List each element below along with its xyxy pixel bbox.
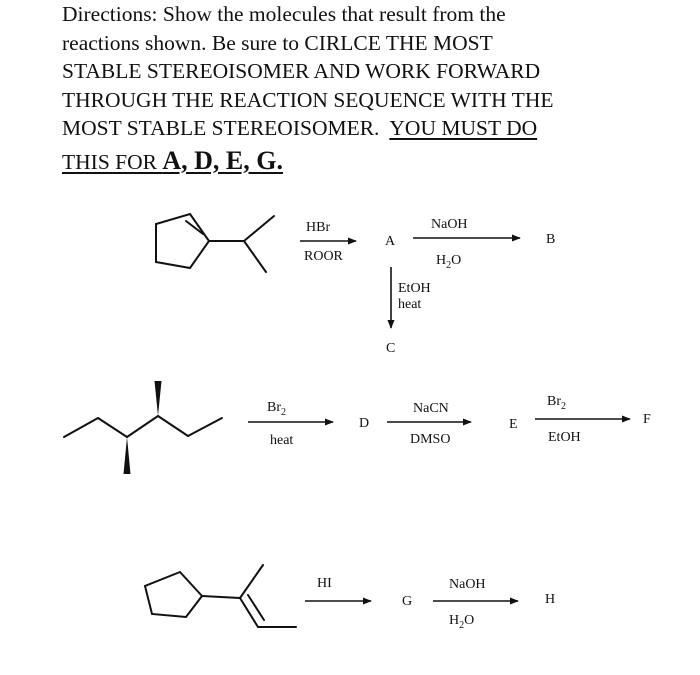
reagent-etoh-1: EtOH xyxy=(398,281,431,296)
directions-required-letters: A, D, E, G. xyxy=(162,145,283,175)
directions-line-4: THROUGH THE REACTION SEQUENCE WITH THE xyxy=(62,87,554,112)
br2-main-2: Br xyxy=(547,394,561,409)
br2-main-1: Br xyxy=(267,400,281,415)
reagent-hi: HI xyxy=(317,576,332,591)
molecule-isopropylidene-cyclopentane xyxy=(156,214,274,272)
water-sub-1: 2 xyxy=(446,260,452,271)
product-e: E xyxy=(509,417,518,432)
molecule-dimethylhexane-skeleton xyxy=(64,416,222,437)
reagent-heat-2: heat xyxy=(270,433,294,448)
directions-line-5-plain: MOST STABLE STEREOISOMER. xyxy=(62,116,390,140)
reagent-naoh-2: NaOH xyxy=(449,577,486,592)
product-d: D xyxy=(359,416,370,431)
product-g: G xyxy=(402,594,413,609)
directions-line-6-prefix: THIS FOR xyxy=(62,149,163,174)
wedge-bond-down xyxy=(124,437,131,474)
directions-line-2: reactions shown. Be sure to CIRLCE THE MOST xyxy=(62,30,493,55)
product-f: F xyxy=(643,412,651,427)
water-sub-2: 2 xyxy=(459,620,465,631)
reagent-water-2 xyxy=(449,613,474,631)
reagent-water-1 xyxy=(436,253,461,271)
water-o-2: O xyxy=(464,613,475,628)
reagent-naoh-1: NaOH xyxy=(431,217,468,232)
directions-line-1: Directions: Show the molecules that result from the xyxy=(62,2,506,26)
directions-line-3: STABLE STEREOISOMER AND WORK FORWARD xyxy=(62,59,541,83)
reagent-nacn: NaCN xyxy=(413,401,449,416)
product-b: B xyxy=(546,232,556,247)
product-a: A xyxy=(385,234,396,249)
reagent-heat-1: heat xyxy=(398,297,422,312)
reagent-dmso: DMSO xyxy=(410,432,451,447)
reagent-roor: ROOR xyxy=(304,249,343,264)
directions-must-do: YOU MUST DO xyxy=(389,116,538,140)
br2-sub-1: 2 xyxy=(281,407,286,418)
product-h: H xyxy=(545,592,556,607)
reagent-br2-1 xyxy=(267,400,286,418)
wedge-bond-up xyxy=(155,381,162,416)
reagent-hbr: HBr xyxy=(306,220,331,235)
reagent-br2-2 xyxy=(547,394,566,412)
product-c: C xyxy=(386,341,396,356)
water-h-1: H xyxy=(436,253,447,268)
br2-sub-2: 2 xyxy=(561,401,566,412)
water-h-2: H xyxy=(449,613,460,628)
water-o-1: O xyxy=(451,253,462,268)
reagent-etoh-2: EtOH xyxy=(548,430,581,445)
molecule-cyclopentyl-butene xyxy=(145,565,296,627)
